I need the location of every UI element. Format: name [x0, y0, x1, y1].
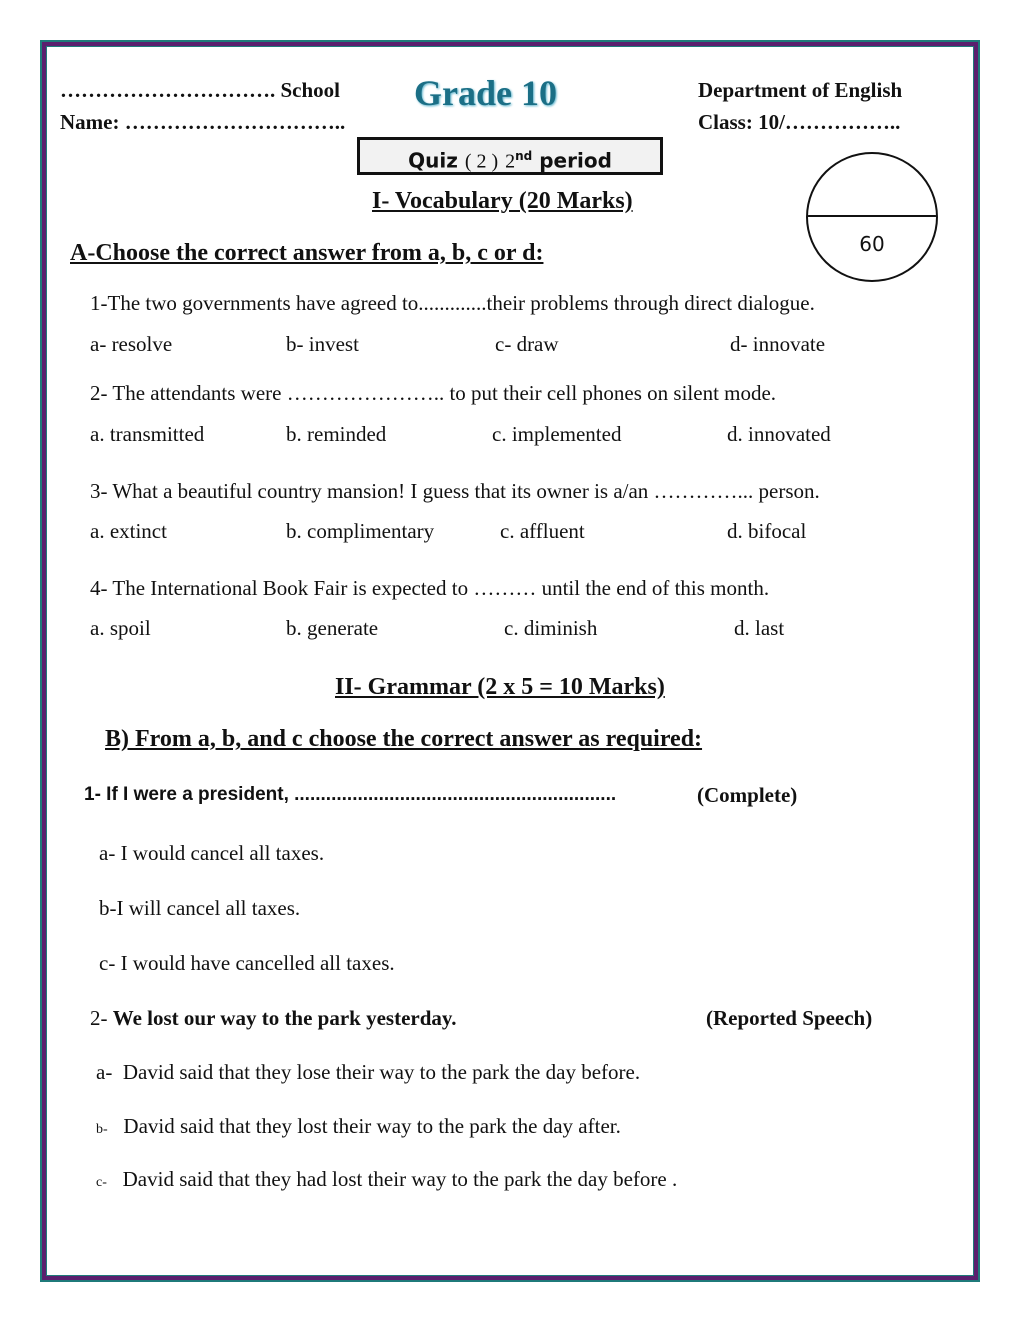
- option-letter: c-: [96, 1175, 107, 1190]
- quiz-label-box: [357, 137, 663, 175]
- q2-option-b[interactable]: [96, 1114, 621, 1139]
- name-field: Name: …………………………..: [60, 110, 346, 134]
- vocab-heading: I- Vocabulary (20 Marks): [372, 188, 633, 214]
- vocab-option[interactable]: c. diminish: [504, 616, 598, 640]
- grammar-q2: [90, 1006, 457, 1031]
- vocab-option[interactable]: d- innovate: [730, 332, 826, 356]
- option-letter: b-: [96, 1122, 108, 1137]
- class-field: Class: 10/……………..: [698, 110, 901, 134]
- department: Department of English: [698, 78, 903, 102]
- q1-type: (Complete): [697, 783, 798, 807]
- vocab-question: 2- The attendants were ………………….. to put their cell phones on silent mode.: [90, 381, 777, 405]
- option-text: David said that they had lost their way to the park the day before .: [122, 1167, 678, 1191]
- vocab-option[interactable]: c. implemented: [492, 422, 622, 446]
- grammar-q1: [84, 784, 616, 806]
- quiz-label: Quiz: [408, 148, 458, 173]
- vocab-option[interactable]: a. spoil: [90, 616, 151, 640]
- total-score: 60: [859, 232, 885, 256]
- vocab-question: 4- The International Book Fair is expected to ……… until the end of this month.: [90, 576, 770, 600]
- q2-text: We lost our way to the park yesterday.: [112, 1006, 457, 1030]
- quiz-number: ( 2 ): [464, 150, 499, 173]
- school-field: …………………………. School: [60, 78, 341, 102]
- grammar-heading: II- Grammar (2 x 5 = 10 Marks): [335, 674, 665, 700]
- period-suffix: nd: [515, 149, 533, 163]
- vocab-option[interactable]: a. transmitted: [90, 422, 205, 446]
- q1-option-c[interactable]: c- I would have cancelled all taxes.: [99, 951, 395, 975]
- period-number: 2: [505, 150, 516, 173]
- grade-title: Grade 10: [414, 73, 557, 113]
- vocab-option[interactable]: d. bifocal: [727, 519, 807, 543]
- option-text: David said that they lose their way to the park the day before.: [122, 1060, 641, 1084]
- q2-number: 2-: [90, 1006, 113, 1030]
- vocab-option[interactable]: d. innovated: [727, 422, 831, 446]
- score-circle: [806, 152, 938, 282]
- q1-option-a[interactable]: a- I would cancel all taxes.: [99, 841, 325, 865]
- q2-type: (Reported Speech): [706, 1006, 873, 1030]
- vocab-option[interactable]: d. last: [734, 616, 785, 640]
- vocab-option[interactable]: c- draw: [495, 332, 559, 356]
- grammar-instruction: B) From a, b, and c choose the correct answer as required:: [105, 726, 703, 752]
- vocab-option[interactable]: b. generate: [286, 616, 379, 640]
- vocab-option[interactable]: b. reminded: [286, 422, 387, 446]
- vocab-option[interactable]: a- resolve: [90, 332, 173, 356]
- period-label: period: [539, 148, 612, 173]
- vocab-option[interactable]: c. affluent: [500, 519, 585, 543]
- vocab-instruction: A-Choose the correct answer from a, b, c or d:: [70, 240, 544, 266]
- q1-option-b[interactable]: b-I will cancel all taxes.: [99, 896, 301, 920]
- option-text: David said that they lost their way to the park the day after.: [123, 1114, 621, 1138]
- vocab-option[interactable]: b- invest: [286, 332, 359, 356]
- q1-text: 1- If I were a president, .............................................................: [84, 784, 617, 805]
- option-letter: a-: [96, 1060, 113, 1084]
- q2-option-a[interactable]: [96, 1060, 640, 1085]
- vocab-option[interactable]: a. extinct: [90, 519, 167, 543]
- vocab-question: 1-The two governments have agreed to.............their problems through direct dialogue.: [90, 291, 815, 315]
- q2-option-c[interactable]: [96, 1167, 677, 1192]
- vocab-question: 3- What a beautiful country mansion! I guess that its owner is a/an …………... person.: [90, 479, 820, 503]
- vocab-option[interactable]: b. complimentary: [286, 519, 435, 543]
